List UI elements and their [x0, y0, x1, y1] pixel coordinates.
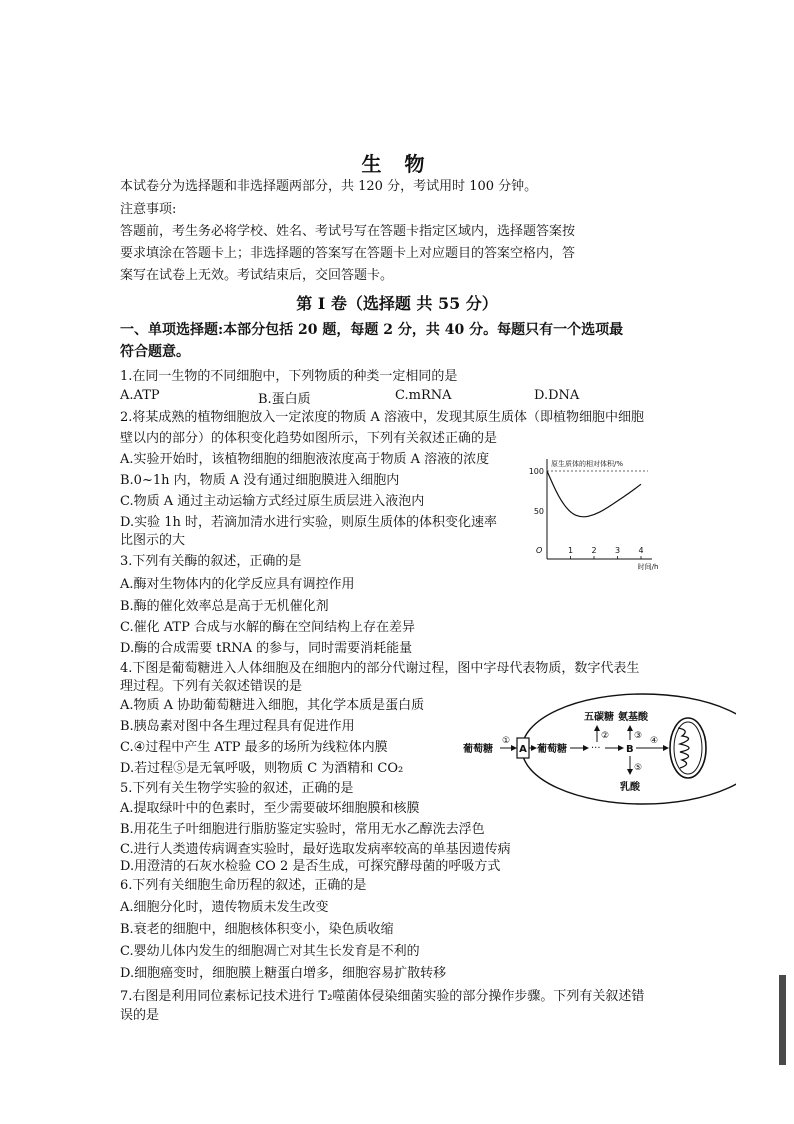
section-title: 第 I 卷（选择题 共 55 分） — [296, 294, 498, 313]
step-5-label: ⑤ — [634, 763, 643, 773]
x-tick-label: 4 — [638, 546, 644, 555]
question-4-line: 4.下图是葡萄糖进入人体细胞及在细胞内的部分代谢过程，图中字母代表物质，数字代表生 — [120, 661, 640, 676]
step-1-label: ① — [502, 736, 511, 746]
question-5-line: D.用澄清的石灰水检验 CO 2 是否生成，可探究酵母菌的呼吸方式 — [120, 859, 501, 874]
page-title: 生 物 — [361, 152, 433, 176]
x-tick-label: 1 — [567, 546, 574, 555]
x-axis-label: 时间/h — [637, 563, 659, 570]
pathway-dots: ··· — [591, 743, 601, 754]
question-3-line: D.酶的合成需要 tRNA 的参与，同时需要消耗能量 — [120, 641, 413, 656]
scrollbar-thumb[interactable] — [779, 975, 786, 1065]
question-2-line: 2.将某成熟的植物细胞放入一定浓度的物质 A 溶液中，发现其原生质体（即植物细胞中细胞 — [120, 410, 645, 425]
part-heading: 符合题意。 — [120, 344, 190, 360]
question-6-line: A.细胞分化时，遗传物质未发生改变 — [120, 900, 329, 915]
question-1-stem: 1.在同一生物的不同细胞中，下列物质的种类一定相同的是 — [120, 369, 458, 384]
question-2-line: 壁以内的部分）的体积变化趋势如图所示，下列有关叙述正确的是 — [120, 431, 498, 446]
q1-option-a: A.ATP — [120, 388, 160, 403]
y-tick-50: 50 — [533, 507, 544, 516]
question-5-line: 5.下列有关生物学实验的叙述，正确的是 — [120, 781, 354, 796]
question-2-line: A.实验开始时，该植物细胞的细胞液浓度高于物质 A 溶液的浓度 — [120, 452, 490, 467]
question-7-line: 误的是 — [120, 1008, 160, 1023]
question-3-line: 3.下列有关酶的叙述，正确的是 — [120, 554, 302, 569]
question-6-line: 6.下列有关细胞生命历程的叙述，正确的是 — [120, 878, 367, 893]
question-4-line: B.胰岛素对图中各生理过程具有促进作用 — [120, 719, 355, 734]
question-6-line: C.婴幼儿体内发生的细胞凋亡对其生长发育是不利的 — [120, 944, 420, 959]
question-5-line: B.用花生子叶细胞进行脂肪鉴定实验时，常用无水乙醇洗去浮色 — [120, 822, 485, 837]
volume-chart — [528, 455, 664, 570]
step-2-label: ② — [601, 731, 610, 741]
question-3-line: B.酶的催化效率总是高于无机催化剂 — [120, 599, 329, 614]
origin-label: O — [536, 546, 543, 555]
part-heading: 一、单项选择题:本部分包括 20 题，每题 2 分，共 40 分。每题只有一个选项最 — [120, 322, 624, 338]
x-tick-label: 2 — [591, 546, 597, 555]
question-4-line: C.④过程中产生 ATP 最多的场所为线粒体内膜 — [120, 740, 388, 755]
lactic-acid-label: 乳酸 — [620, 782, 640, 793]
question-4-line: D.若过程⑤是无氧呼吸，则物质 C 为酒精和 CO₂ — [120, 761, 404, 776]
x-tick-label: 3 — [614, 546, 621, 555]
intro-line: 注意事项: — [120, 202, 177, 217]
step-4-label: ④ — [650, 736, 659, 746]
transporter-a-label: A — [519, 744, 527, 755]
question-7-line: 7.右图是利用同位素标记技术进行 T₂噬菌体侵染细菌实验的部分操作步骤。下列有关叙述错 — [120, 989, 645, 1004]
amino-acid-label: 氨基酸 — [618, 712, 648, 723]
volume-curve — [547, 471, 641, 517]
y-tick-100: 100 — [528, 467, 544, 476]
glucose-inside-label: 葡萄糖 — [537, 744, 567, 755]
question-2-line: D.实验 1h 时，若滴加清水进行实验，则原生质体的体积变化速率 — [120, 515, 498, 530]
question-6-line: B.衰老的细胞中，细胞核体积变小，染色质收缩 — [120, 922, 394, 937]
q1-option-b: B.蛋白质 — [258, 392, 311, 407]
question-6-line: D.细胞癌变时，细胞膜上糖蛋白增多，细胞容易扩散转移 — [120, 966, 447, 981]
glucose-outside-label: 葡萄糖 — [463, 744, 493, 755]
mitochondrion-icon — [670, 718, 706, 778]
intro-line: 要求填涂在答题卡上；非选择题的答案写在答题卡上对应题目的答案空格内，答 — [120, 246, 576, 261]
question-4-line: A.物质 A 协助葡萄糖进入细胞，其化学本质是蛋白质 — [120, 698, 425, 713]
substance-b-label: B — [626, 744, 634, 755]
step-3-label: ③ — [634, 731, 643, 741]
question-4-line: 理过程。下列有关叙述错误的是 — [120, 679, 303, 694]
question-5-line: C.进行人类遗传病调查实验时，最好选取发病率较高的单基因遗传病 — [120, 842, 511, 857]
question-5-line: A.提取绿叶中的色素时，至少需要破坏细胞膜和核膜 — [120, 801, 420, 816]
intro-line: 本试卷分为选择题和非选择题两部分，共 120 分，考试用时 100 分钟。 — [120, 179, 538, 194]
pentose-label: 五碳糖 — [584, 712, 614, 723]
question-2-line: C.物质 A 通过主动运输方式经过原生质层进入液泡内 — [120, 494, 425, 509]
intro-line: 案写在试卷上无效。考试结束后，交回答题卡。 — [120, 268, 394, 283]
metabolism-diagram — [460, 690, 736, 806]
question-2-line: 比图示的大 — [120, 533, 186, 548]
question-3-line: A.酶对生物体内的化学反应具有调控作用 — [120, 577, 355, 592]
question-2-line: B.0~1h 内，物质 A 没有通过细胞膜进入细胞内 — [120, 473, 400, 488]
q1-option-d: D.DNA — [534, 388, 580, 403]
question-3-line: C.催化 ATP 合成与水解的酶在空间结构上存在差异 — [120, 620, 415, 635]
q1-option-c: C.mRNA — [395, 388, 452, 403]
chart-title: 原生质体的相对体积/% — [551, 460, 624, 468]
intro-line: 答题前，考生务必将学校、姓名、考试号写在答题卡指定区域内，选择题答案按 — [120, 224, 576, 239]
